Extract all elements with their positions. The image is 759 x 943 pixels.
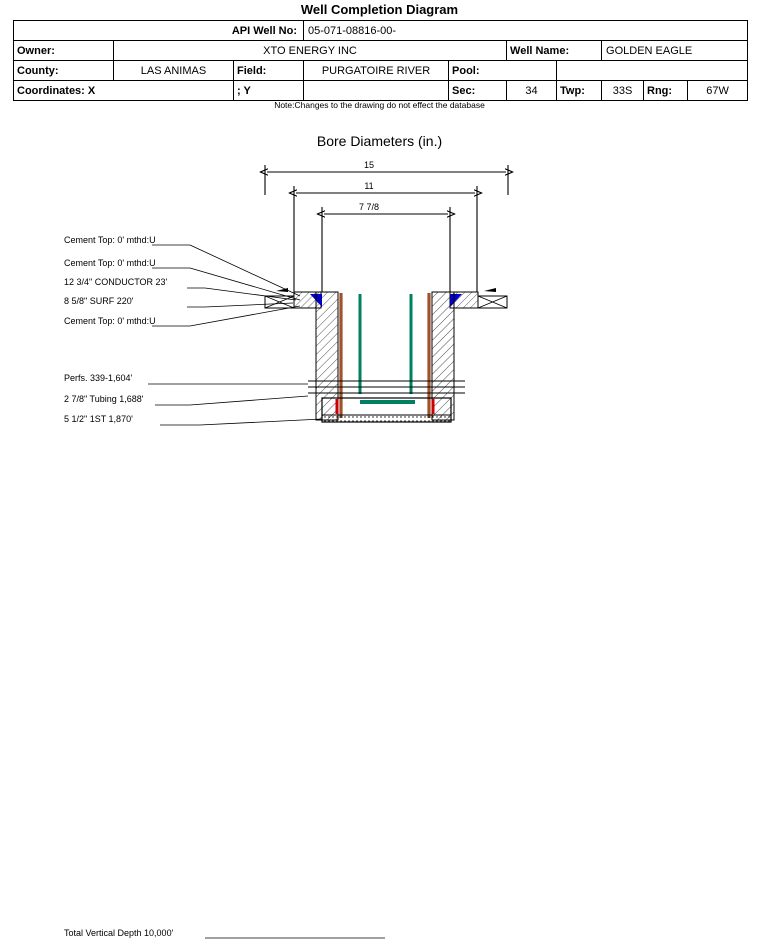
production-casing-lines xyxy=(341,293,429,418)
bore-dimension-label-1: 11 xyxy=(364,181,374,191)
sec-value: 34 xyxy=(507,81,557,101)
surface-marker-icon xyxy=(276,288,496,292)
owner-label: Owner: xyxy=(14,41,114,61)
well-name-label: Well Name: xyxy=(507,41,602,61)
bore-diameters-title: Bore Diameters (in.) xyxy=(316,133,443,149)
annotation-leader-lines xyxy=(148,245,385,938)
coordinates-y-label: ; Y xyxy=(234,81,304,101)
total-vertical-depth-label: Total Vertical Depth 10,000' xyxy=(64,928,174,938)
annotation-cement-top-2: Cement Top: 0' mthd:U xyxy=(64,258,156,268)
sec-label: Sec: xyxy=(449,81,507,101)
owner-value: XTO ENERGY INC xyxy=(114,41,507,61)
bore-dimension-label-0: 15 xyxy=(363,160,374,170)
annotation-perfs: Perfs. 339-1,604' xyxy=(64,373,133,383)
field-value: PURGATOIRE RIVER xyxy=(304,61,449,81)
annotation-cement-top-1: Cement Top: 0' mthd:U xyxy=(64,235,156,245)
field-label: Field: xyxy=(234,61,304,81)
bore-dimension-label-2: 7 7/8 xyxy=(358,202,380,212)
county-value: LAS ANIMAS xyxy=(114,61,234,81)
annotation-surface-casing: 8 5/8" SURF 220' xyxy=(64,296,134,306)
tubing-string xyxy=(360,294,415,402)
rng-label: Rng: xyxy=(644,81,688,101)
well-name-value: GOLDEN EAGLE xyxy=(602,41,748,61)
twp-label: Twp: xyxy=(557,81,602,101)
annotation-production-casing: 5 1/2" 1ST 1,870' xyxy=(64,414,133,424)
county-label: County: xyxy=(14,61,114,81)
api-well-no-label: API Well No: xyxy=(14,21,304,41)
surface-casing-block xyxy=(265,292,507,308)
database-note: Note:Changes to the drawing do not effect the database xyxy=(274,100,485,110)
bore-dimension-lines xyxy=(265,165,508,292)
coordinates-x-label: Coordinates: X xyxy=(14,81,234,101)
twp-value: 33S xyxy=(602,81,644,101)
annotation-conductor: 12 3/4" CONDUCTOR 23' xyxy=(64,277,168,287)
pool-label: Pool: xyxy=(449,61,557,81)
page-title: Well Completion Diagram xyxy=(300,2,459,17)
api-well-no-value: 05-071-08816-00- xyxy=(304,21,748,41)
annotation-tubing: 2 7/8" Tubing 1,688' xyxy=(64,394,144,404)
annotation-cement-top-3: Cement Top: 0' mthd:U xyxy=(64,316,156,326)
rng-value: 67W xyxy=(688,81,748,101)
